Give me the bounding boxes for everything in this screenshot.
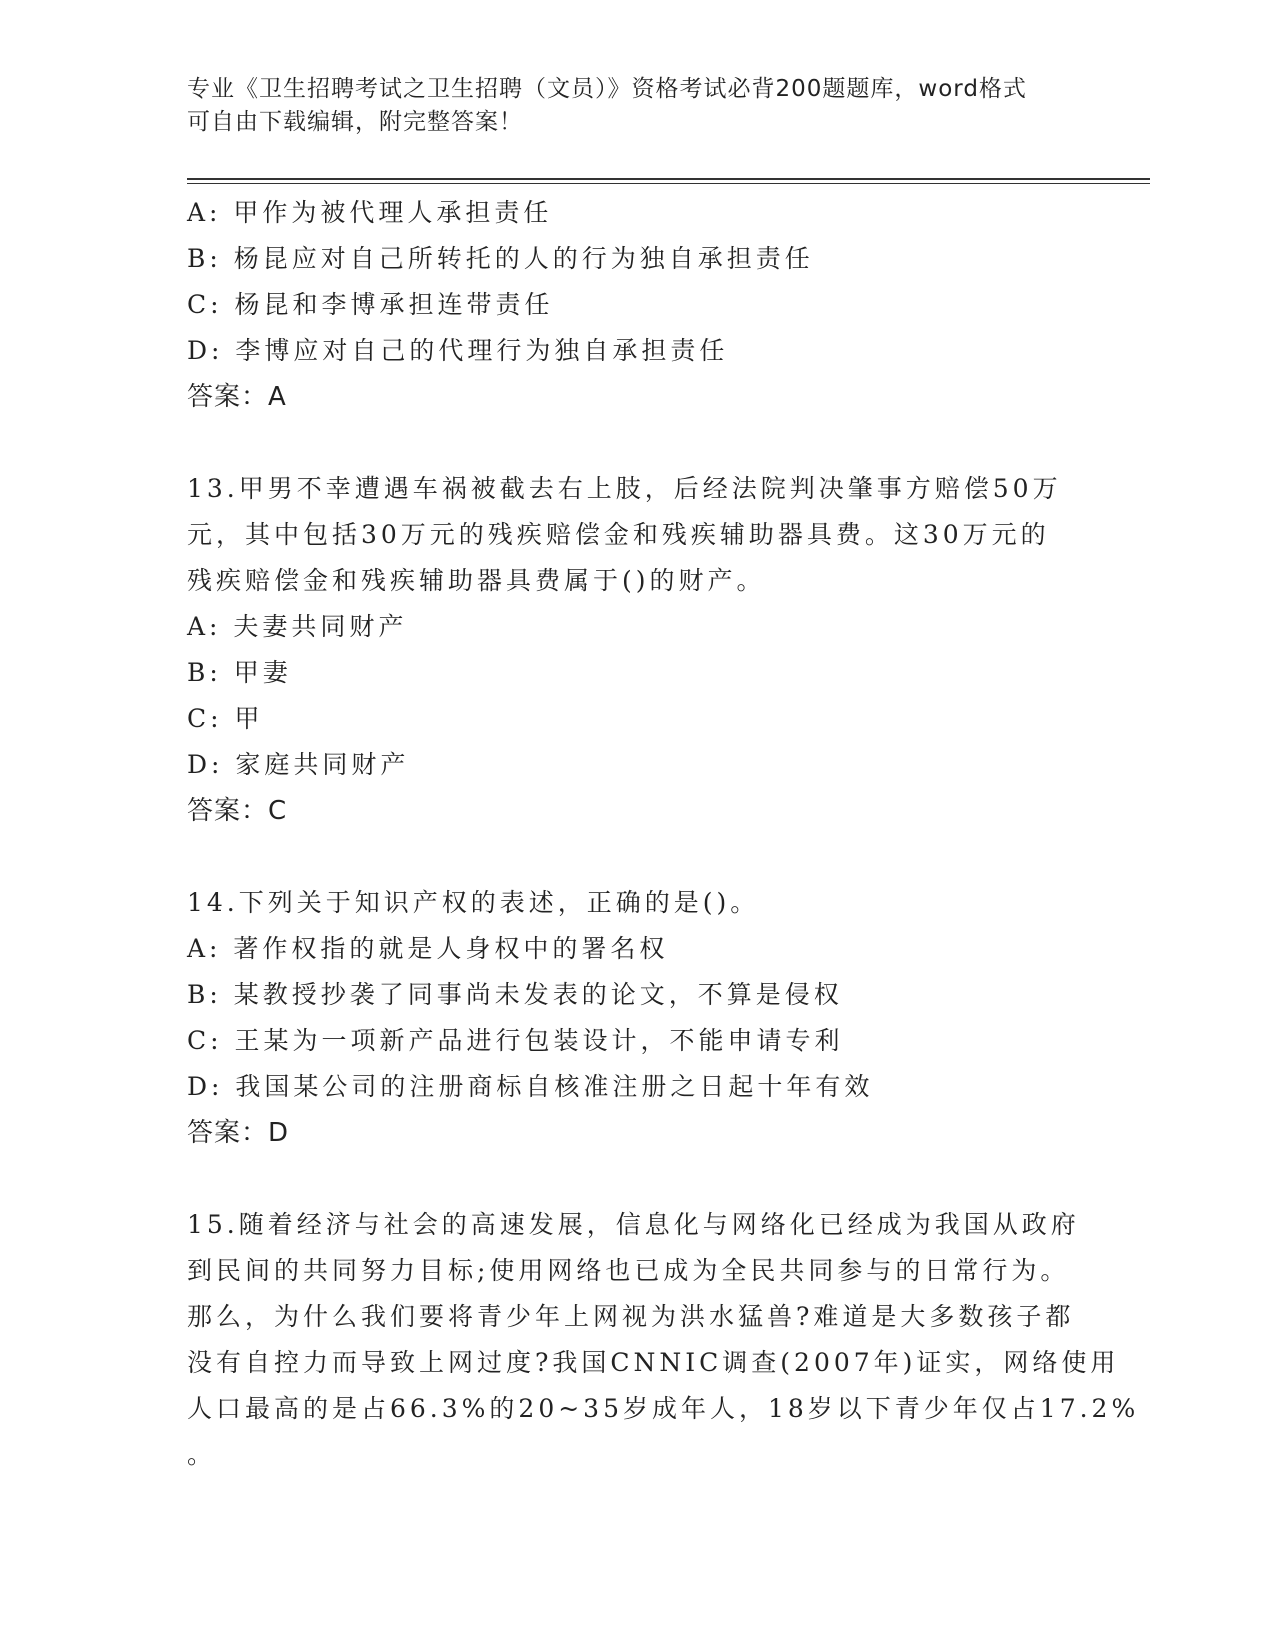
option-c: C: 王某为一项新产品进行包装设计，不能申请专利 <box>187 1026 844 1055</box>
option-c: C: 杨昆和李博承担连带责任 <box>187 290 554 319</box>
header-line-2: 可自由下载编辑，附完整答案！ <box>187 109 523 135</box>
header-divider-thin <box>187 183 1150 184</box>
question-12 <box>187 190 1087 420</box>
question-content <box>187 190 1140 1478</box>
question-stem-line: 人口最高的是占66.3%的20~35岁成年人，18岁以下青少年仅占17.2% <box>187 1394 1140 1423</box>
answer: 答案：A <box>187 382 287 412</box>
question-stem-line: 到民间的共同努力目标;使用网络也已成为全民共同参与的日常行为。 <box>187 1256 1070 1285</box>
option-d: D: 李博应对自己的代理行为独自承担责任 <box>187 336 729 365</box>
spacer <box>187 834 1087 880</box>
question-stem-line: 14.下列关于知识产权的表述，正确的是()。 <box>187 888 760 917</box>
question-stem-line: 15.随着经济与社会的高速发展，信息化与网络化已经成为我国从政府 <box>187 1210 1080 1239</box>
spacer <box>187 420 1087 466</box>
question-stem-line: 没有自控力而导致上网过度?我国CNNIC调查(2007年)证实，网络使用 <box>187 1348 1120 1377</box>
header-divider-thick <box>187 178 1150 180</box>
document-header <box>187 73 1067 139</box>
question-stem-line: 残疾赔偿金和残疾辅助器具费属于()的财产。 <box>187 566 766 595</box>
option-d: D: 家庭共同财产 <box>187 750 410 779</box>
spacer <box>187 1156 1087 1202</box>
question-13 <box>187 466 1087 834</box>
option-c: C: 甲 <box>187 704 264 733</box>
option-b: B: 杨昆应对自己所转托的人的行为独自承担责任 <box>187 244 814 273</box>
option-b: B: 某教授抄袭了同事尚未发表的论文，不算是侵权 <box>187 980 843 1009</box>
option-b: B: 甲妻 <box>187 658 292 687</box>
option-a: A: 甲作为被代理人承担责任 <box>187 198 553 227</box>
question-15 <box>187 1202 1140 1478</box>
answer: 答案：C <box>187 796 288 826</box>
question-stem-line: 元，其中包括30万元的残疾赔偿金和残疾辅助器具费。这30万元的 <box>187 520 1050 549</box>
question-stem-line: 那么，为什么我们要将青少年上网视为洪水猛兽?难道是大多数孩子都 <box>187 1302 1075 1331</box>
option-a: A: 著作权指的就是人身权中的署名权 <box>187 934 669 963</box>
question-14 <box>187 880 1087 1156</box>
option-a: A: 夫妻共同财产 <box>187 612 408 641</box>
answer: 答案：D <box>187 1118 290 1148</box>
option-d: D: 我国某公司的注册商标自核准注册之日起十年有效 <box>187 1072 874 1101</box>
question-stem-line: 13.甲男不幸遭遇车祸被截去右上肢，后经法院判决肇事方赔偿50万 <box>187 474 1062 503</box>
question-stem-line: 。 <box>187 1440 217 1469</box>
header-line-1: 专业《卫生招聘考试之卫生招聘（文员）》资格考试必背200题题库，word格式 <box>187 76 1027 102</box>
